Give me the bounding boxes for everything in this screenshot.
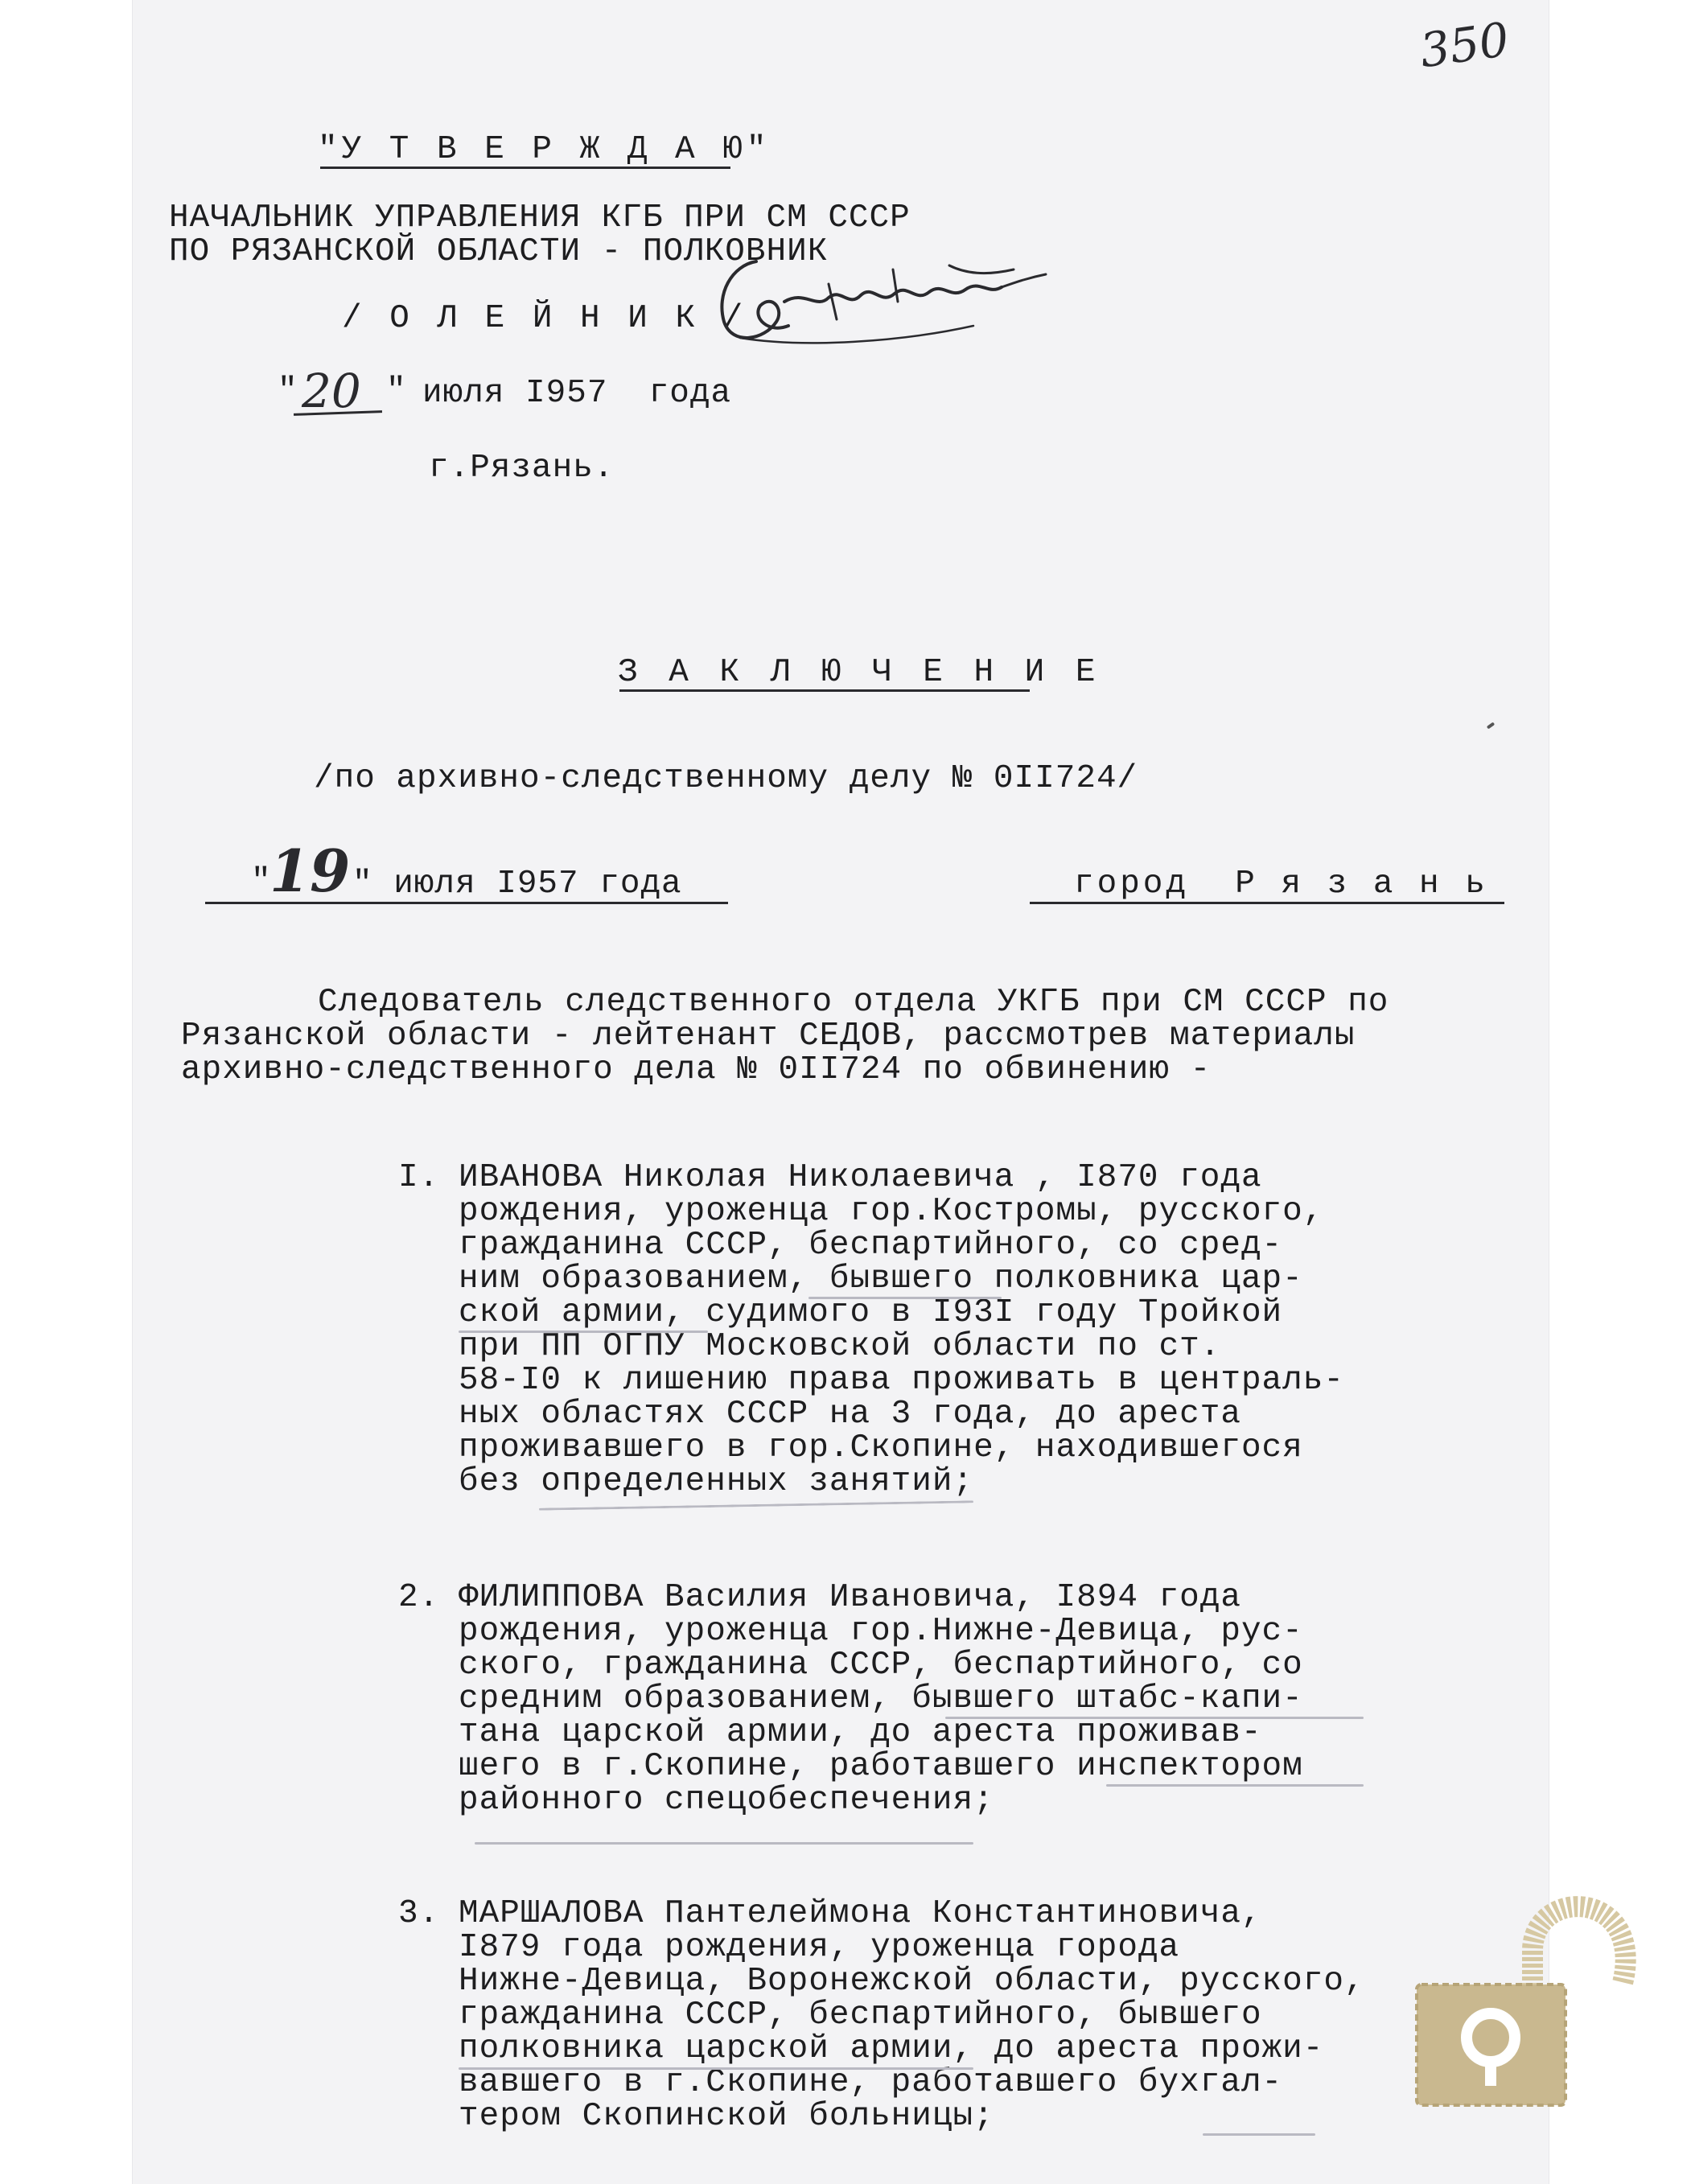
accused-line: проживавшего в гор.Скопине, находившегося — [459, 1429, 1303, 1466]
accused-line: при ПП ОГПУ Московской области по ст. — [459, 1328, 1221, 1365]
intro-line: Рязанской области - лейтенант СЕДОВ, рассмотрев материалы — [181, 1018, 1356, 1055]
approval-date-quote-close: " — [386, 372, 407, 409]
approval-position-line2: ПО РЯЗАНСКОЙ ОБЛАСТИ - ПОЛКОВНИК — [169, 233, 829, 270]
intro-line: Следователь следственного отдела УКГБ при СМ СССР по — [318, 984, 1389, 1021]
approval-position-line1: НАЧАЛЬНИК УПРАВЛЕНИЯ КГБ ПРИ СМ СССР — [169, 199, 911, 236]
accused-line: тером Скопинской больницы; — [459, 2098, 994, 2135]
accused-number: 2. — [398, 1579, 440, 1616]
signature-scribble — [708, 245, 1078, 362]
approval-city: г.Рязань. — [429, 450, 615, 487]
accused-number: 3. — [398, 1895, 440, 1932]
pencil-underline — [475, 1842, 973, 1845]
approval-name: / О Л Е Й Н И К / — [342, 300, 747, 337]
intro-line: архивно-следственного дела № 0II724 по обвинению - — [181, 1051, 1212, 1088]
accused-line: вавшего в г.Скопине, работавшего бухгал- — [459, 2064, 1283, 2101]
document-date-day: 19 — [269, 837, 351, 905]
accused-line: гражданина СССР, беспартийного, со сред- — [459, 1227, 1283, 1264]
pencil-underline — [1203, 2133, 1315, 2136]
accused-line: I879 года рождения, уроженца города — [459, 1929, 1180, 1966]
accused-line: ского, гражданина СССР, беспартийного, со — [459, 1647, 1303, 1684]
open-padlock-icon — [1412, 1894, 1653, 2112]
accused-line: шего в г.Скопине, работавшего инспектором — [459, 1748, 1303, 1785]
accused-line: гражданина СССР, беспартийного, бывшего — [459, 1997, 1262, 2034]
pencil-underline — [808, 1297, 1002, 1299]
accused-line: ской армии, судимого в I93I году Тройкой — [459, 1294, 1283, 1331]
approval-heading-underline — [320, 167, 730, 169]
accused-line: без определенных занятий; — [459, 1463, 974, 1500]
accused-number: I. — [398, 1159, 440, 1196]
document-place: город Р я з а н ь — [1074, 866, 1488, 903]
pencil-underline — [1106, 1784, 1364, 1787]
approval-date-quote-open: " — [278, 372, 298, 409]
accused-line: средним образованием, бывшего штабс-капи- — [459, 1680, 1303, 1717]
accused-line: Нижне-Девица, Воронежской области, русского, — [459, 1963, 1365, 2000]
pencil-underline — [459, 2067, 973, 2070]
page-number: 350 — [1416, 11, 1512, 79]
pencil-underline — [459, 1331, 708, 1333]
accused-line: рождения, уроженца гор.Костромы, русского, — [459, 1193, 1324, 1230]
document-subtitle: /по архивно-следственному делу № 0II724/ — [314, 760, 1138, 797]
accused-line: 58-I0 к лишению права проживать в централь- — [459, 1362, 1344, 1399]
document-date-underline — [205, 902, 728, 904]
accused-line: ИВАНОВА Николая Николаевича , I870 года — [459, 1159, 1262, 1196]
accused-line: ФИЛИППОВА Василия Ивановича, I894 года — [459, 1579, 1241, 1616]
accused-line: полковника царской армии, до ареста прожи- — [459, 2030, 1324, 2067]
document-title-underline — [619, 689, 1030, 692]
accused-line: рождения, уроженца гор.Нижне-Девица, рус- — [459, 1613, 1303, 1650]
document-date-quote-open: " — [251, 863, 272, 900]
accused-line: МАРШАЛОВА Пантелеймона Константиновича, — [459, 1895, 1262, 1932]
document-title: З А К Л Ю Ч Е Н И Е — [618, 654, 1101, 691]
approval-date-day: 20 — [302, 364, 361, 418]
document-place-underline — [1030, 902, 1504, 904]
approval-date-rest: июля I957 года — [422, 375, 732, 412]
accused-line: районного спецобеспечения; — [459, 1782, 994, 1819]
accused-line: ных областях СССР на 3 года, до ареста — [459, 1396, 1241, 1433]
pencil-underline — [945, 1717, 1364, 1719]
accused-line: тана царской армии, до ареста проживав- — [459, 1714, 1262, 1751]
approval-heading: "У Т В Е Р Ж Д А Ю" — [318, 131, 771, 168]
accused-line: ним образованием, бывшего полковника цар- — [459, 1261, 1303, 1298]
document-date-rest: " июля I957 года — [352, 866, 682, 903]
